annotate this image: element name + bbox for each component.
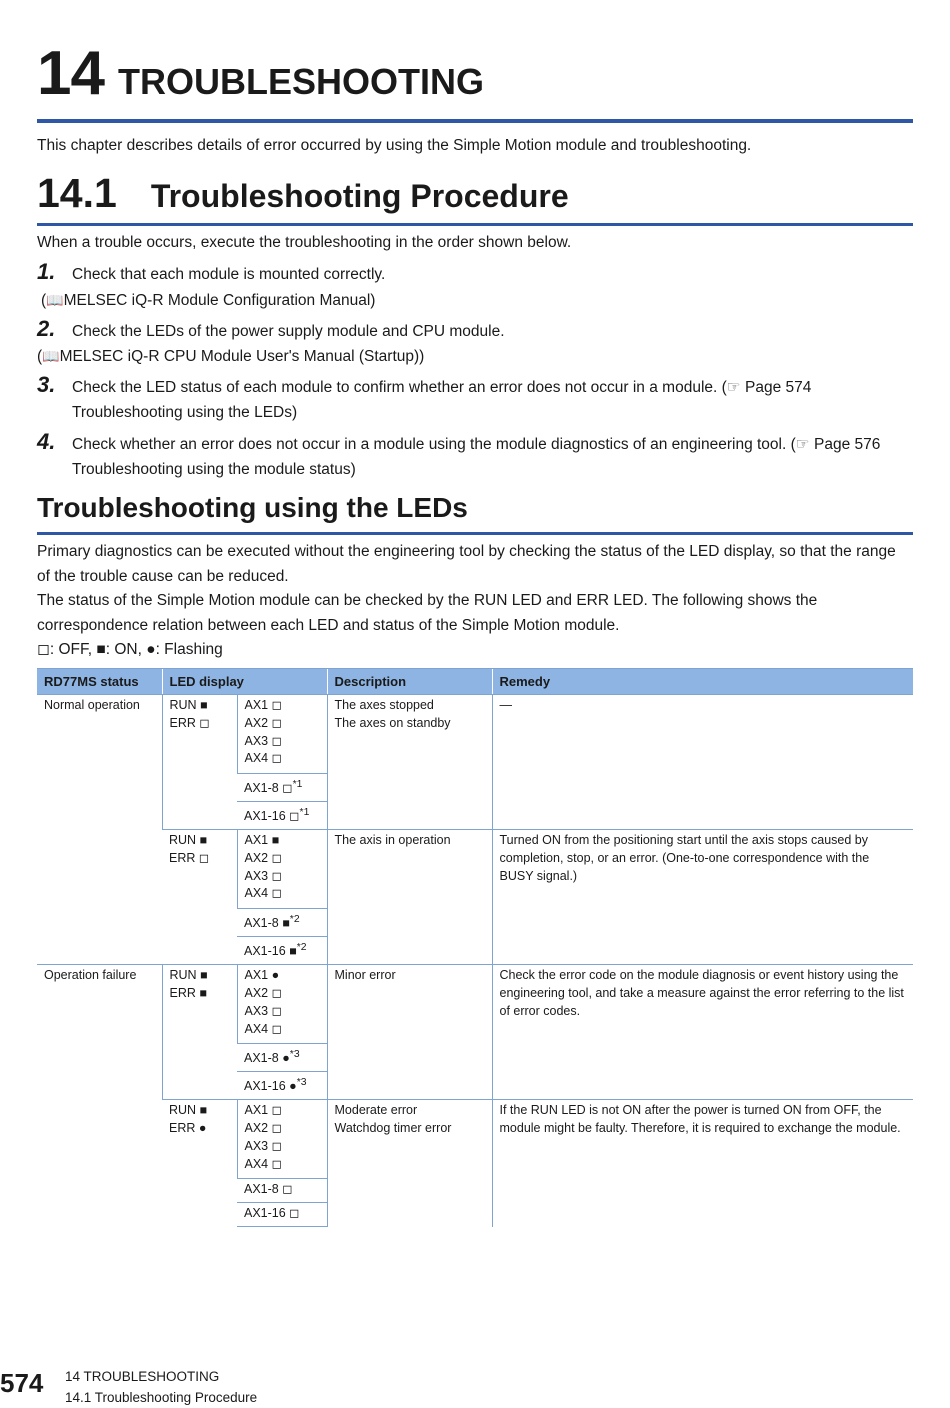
axis-led: AX1-16 ◻: [244, 809, 300, 824]
axis-led: AX2 ◻: [244, 985, 282, 1000]
section-rule: [37, 223, 913, 226]
para-line: The status of the Simple Motion module can be checked by the RUN LED and ERR LED. The following shows the: [37, 592, 818, 609]
axis-led: AX1-16 ■: [244, 944, 297, 959]
axis-led-cell: [237, 802, 327, 830]
footnote-ref: *1: [292, 779, 303, 791]
axis-led: AX1-8 ●: [244, 1051, 290, 1066]
step-number: 1.: [37, 259, 56, 284]
footer-section: 14.1 Troubleshooting Procedure: [65, 1390, 258, 1405]
table-row: [37, 830, 913, 909]
run-led: RUN ■: [169, 833, 208, 848]
run-err-cell: [162, 695, 237, 830]
axis-led: AX2 ◻: [244, 1121, 282, 1136]
axis-led: AX1-8 ■: [244, 916, 290, 931]
led-legend: ◻: OFF, ■: ON, ●: Flashing: [37, 641, 223, 658]
err-led: ERR ■: [169, 985, 207, 1000]
subsection-para-1: [37, 540, 913, 663]
chapter-title: TROUBLESHOOTING: [117, 61, 484, 102]
footnote-ref: *3: [289, 1049, 300, 1061]
subsection-rule: [37, 532, 913, 535]
description-line: The axes stopped: [334, 698, 434, 712]
description-line: Moderate error: [334, 1103, 418, 1118]
step-number: 3.: [37, 372, 56, 397]
step-number: 4.: [37, 429, 56, 454]
pointing-hand-icon: ☞: [726, 379, 741, 396]
step-number: 2.: [37, 316, 56, 341]
axis-led-cell: [237, 1072, 327, 1100]
description-cell: [327, 830, 492, 965]
page-link-text[interactable]: Troubleshooting using the LEDs): [72, 403, 298, 421]
footnote-ref: *1: [299, 807, 310, 819]
axis-led-cell: [237, 1044, 327, 1072]
para-line: Primary diagnostics can be executed without the engineering tool by checking the status of the LED display, so that the range: [37, 543, 896, 560]
footnote-ref: *3: [296, 1077, 307, 1089]
pointing-hand-icon: ☞: [795, 436, 810, 453]
axis-led-cell: [237, 965, 327, 1044]
axis-led: AX1-16 ◻: [244, 1206, 300, 1221]
manual-reference-2[interactable]: (📖MELSEC iQ-R CPU Module User's Manual (Startup)): [37, 344, 424, 369]
procedure-step-4: [37, 429, 913, 482]
led-status-table: [37, 668, 913, 1227]
header-description: Description: [327, 669, 492, 695]
step-text: Check the LED status of each module to confirm whether an error does not occur in a module. (: [72, 379, 727, 396]
axis-led-cell: [237, 1100, 327, 1179]
axis-led: AX1-8 ◻: [244, 1182, 293, 1197]
header-status: RD77MS status: [37, 669, 162, 695]
manual-book-icon: 📖: [46, 292, 64, 308]
para-line: correspondence relation between each LED and status of the Simple Motion module.: [37, 616, 620, 634]
err-led: ERR ◻: [169, 715, 210, 730]
step-text: Check the LEDs of the power supply module and CPU module.: [72, 323, 505, 340]
axis-led: AX1-16 ●: [244, 1079, 297, 1094]
err-led: ERR ●: [169, 1121, 207, 1136]
axis-led: AX4 ◻: [244, 751, 282, 766]
remedy-cell: Turned ON from the positioning start until the axis stops caused by completion, stop, or an error. (One-to-one correspondence with the BUSY signal.): [492, 830, 913, 965]
axis-led: AX4 ◻: [244, 886, 282, 901]
table-header-row: [37, 669, 913, 695]
section-intro: When a trouble occurs, execute the troubleshooting in the order shown below.: [37, 234, 572, 251]
axis-led: AX3 ◻: [244, 1138, 282, 1153]
run-err-cell: [162, 1100, 237, 1227]
axis-led-cell: [237, 830, 327, 909]
remedy-cell: Check the error code on the module diagnosis or event history using the engineering tool, and take a measure against the error referring to the list of error codes.: [492, 965, 913, 1100]
description-cell: [327, 965, 492, 1100]
page-link-574[interactable]: Page 574: [745, 379, 812, 396]
page-link-text[interactable]: Troubleshooting using the module status): [72, 460, 356, 478]
manual-book-icon: 📖: [42, 348, 60, 364]
procedure-step-1: [37, 259, 913, 288]
axis-led-cell: [237, 774, 327, 802]
footnote-ref: *2: [289, 914, 300, 926]
axis-led: AX4 ◻: [244, 1021, 282, 1036]
para-line: of the trouble cause can be reduced.: [37, 567, 289, 585]
section-title: Troubleshooting Procedure: [150, 178, 569, 214]
description-line: Minor error: [334, 968, 396, 983]
axis-led: AX3 ◻: [244, 868, 282, 883]
axis-led-cell: [237, 695, 327, 774]
chapter-intro: This chapter describes details of error occurred by using the Simple Motion module and troubleshooting.: [37, 137, 752, 154]
status-cell: Normal operation: [37, 695, 162, 965]
description-line: Watchdog timer error: [334, 1121, 452, 1136]
axis-led: AX2 ◻: [244, 715, 282, 730]
axis-led: AX1 ◻: [244, 1103, 282, 1118]
err-led: ERR ◻: [169, 850, 210, 865]
axis-led: AX1-8 ◻: [244, 781, 293, 796]
step-text: Check that each module is mounted correctly.: [72, 266, 386, 283]
axis-led-cell: [237, 1179, 327, 1203]
procedure-step-2: [37, 316, 913, 345]
description-cell: [327, 695, 492, 830]
page-number: 574: [0, 1368, 44, 1398]
remedy-cell: If the RUN LED is not ON after the power is turned ON from OFF, the module might be faulty. Therefore, it is required to exchange the module.: [492, 1100, 913, 1227]
footnote-ref: *2: [296, 942, 307, 954]
footer-chapter: 14 TROUBLESHOOTING: [65, 1369, 220, 1384]
section-heading: [37, 170, 569, 217]
axis-led-cell: [237, 937, 327, 965]
procedure-step-3: [37, 372, 913, 425]
section-number: 14.1: [37, 170, 117, 216]
table-row: [37, 695, 913, 774]
axis-led: AX4 ◻: [244, 1156, 282, 1171]
description-line: The axes on standby: [334, 715, 451, 730]
table-row: [37, 965, 913, 1044]
axis-led: AX2 ◻: [244, 850, 282, 865]
axis-led: AX3 ◻: [244, 1003, 282, 1018]
axis-led-cell: [237, 1203, 327, 1227]
header-led-display: LED display: [162, 669, 327, 695]
table-row: [37, 1100, 913, 1179]
axis-led: AX1 ◻: [244, 698, 282, 712]
run-led: RUN ■: [169, 698, 208, 712]
header-remedy: Remedy: [492, 669, 913, 695]
run-led: RUN ■: [169, 968, 208, 983]
subsection-title: Troubleshooting using the LEDs: [37, 492, 468, 523]
description-line: The axis in operation: [334, 833, 451, 848]
running-footer: [65, 1366, 257, 1408]
description-cell: [327, 1100, 492, 1227]
axis-led: AX1 ■: [244, 833, 280, 848]
chapter-number: 14: [37, 39, 104, 108]
manual-reference-text: MELSEC iQ-R Module Configuration Manual): [63, 292, 376, 309]
run-err-cell: [162, 965, 237, 1100]
run-err-cell: [162, 830, 237, 965]
chapter-heading: [37, 38, 484, 109]
run-led: RUN ■: [169, 1103, 208, 1118]
page-link-576[interactable]: Page 576: [813, 436, 881, 453]
axis-led: AX1 ●: [244, 968, 280, 983]
axis-led: AX3 ◻: [244, 733, 282, 748]
manual-reference-1[interactable]: (📖MELSEC iQ-R Module Configuration Manual): [41, 288, 375, 313]
step-text: Check whether an error does not occur in a module using the module diagnostics of an engineering tool. (: [72, 436, 796, 453]
axis-led-cell: [237, 909, 327, 937]
chapter-rule: [37, 119, 913, 123]
remedy-cell: —: [492, 695, 913, 830]
status-cell: Operation failure: [37, 965, 162, 1227]
manual-reference-text: MELSEC iQ-R CPU Module User's Manual (Startup)): [59, 348, 425, 365]
